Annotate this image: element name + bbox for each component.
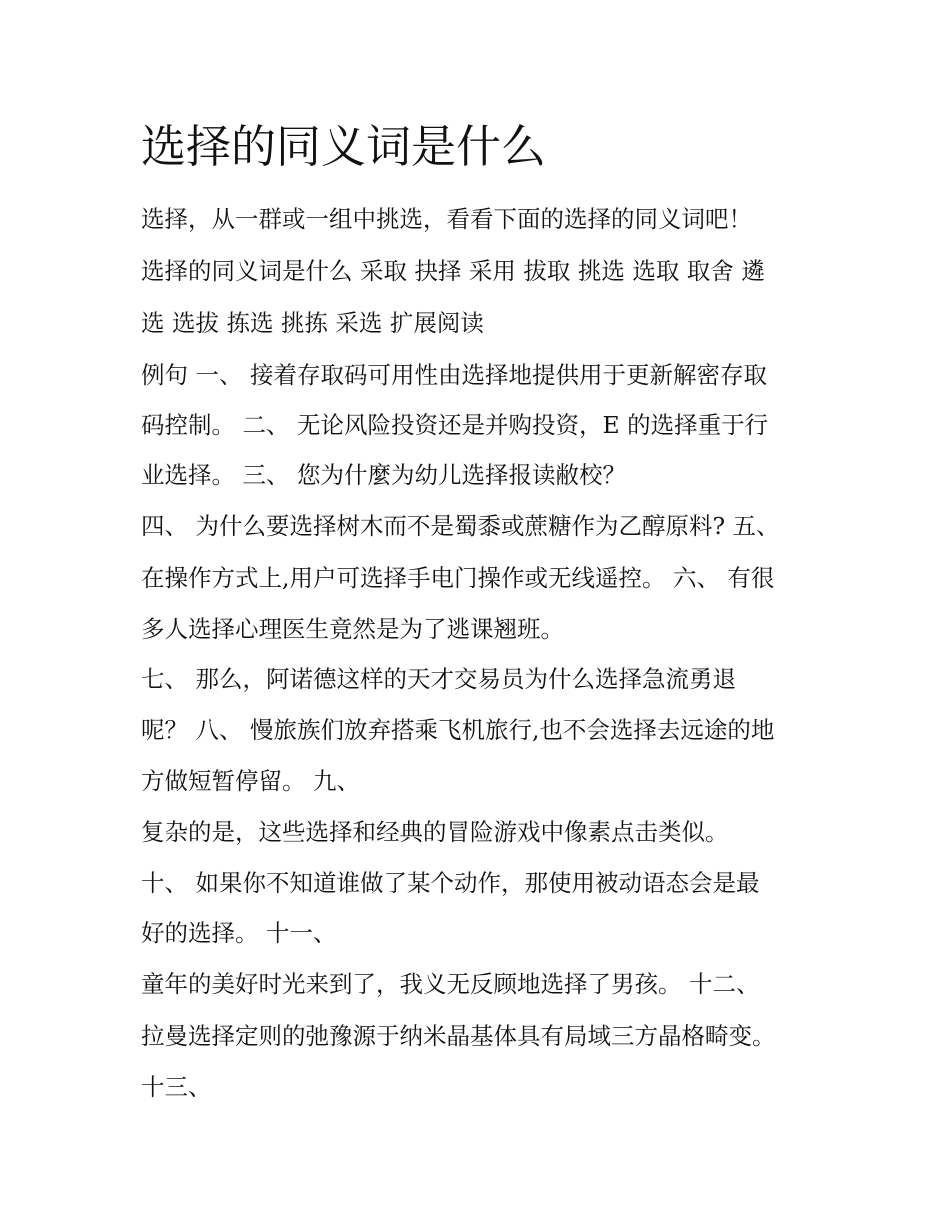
text-line: 例句 一、 接着存取码可用性由选择地提供用于更新解密存取 <box>141 361 767 389</box>
text-line: 方做短暂停留。 九、 <box>141 767 360 795</box>
text-line: 多人选择心理医生竟然是为了逃课翘班。 <box>141 615 564 643</box>
text-line: 复杂的是，这些选择和经典的冒险游戏中像素点击类似。 <box>141 818 729 846</box>
page-title: 选择的同义词是什么 <box>141 120 547 173</box>
text-line: 十、 如果你不知道谁做了某个动作，那使用被动语态会是最 <box>141 869 760 897</box>
text-line: 好的选择。 十一、 <box>141 919 337 947</box>
text-line: 拉曼选择定则的弛豫源于纳米晶基体具有局域三方晶格畸变。 <box>141 1022 776 1050</box>
text-line: 四、 为什么要选择树木而不是蜀黍或蔗糖作为乙醇原料? 五、 <box>141 512 780 540</box>
text-line: 码控制。 二、 无论风险投资还是并购投资，E 的选择重于行 <box>141 411 769 439</box>
text-line: 选择的同义词是什么 采取 抉择 采用 拔取 挑选 选取 取舍 遴 <box>141 257 765 285</box>
text-line: 呢？ 八、 慢旅族们放弃搭乘飞机旅行,也不会选择去远途的地 <box>141 716 775 744</box>
text-line: 选 选拔 拣选 挑拣 采选 扩展阅读 <box>141 309 484 337</box>
text-line: 选择，从一群或一组中挑选，看看下面的选择的同义词吧！ <box>141 205 752 233</box>
text-line: 在操作方式上,用户可选择手电门操作或无线遥控。 六、 有很 <box>141 564 775 592</box>
text-line: 童年的美好时光来到了，我义无反顾地选择了男孩。 十二、 <box>141 970 760 998</box>
text-line: 业选择。 三、 您为什麼为幼儿选择报读敝校？ <box>141 461 626 489</box>
text-line: 七、 那么，阿诺德这样的天才交易员为什么选择急流勇退 <box>141 665 736 693</box>
text-line: 十三、 <box>141 1073 212 1101</box>
